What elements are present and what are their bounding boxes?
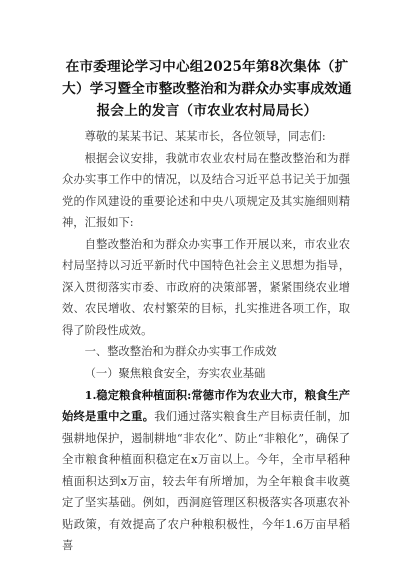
document-title: 在市委理论学习中心组2025年第8次集体（扩大）学习暨全市整改整治和为群众办实事成效通报会上的发言（市农业农村局局长）	[62, 59, 352, 119]
subsection-heading: （一）聚焦粮食安全，夯实农业基础	[84, 367, 266, 381]
item-heading: 1.稳定粮食种植面积:常德市作为农业大市，粮食生产始终是重中之重。	[62, 387, 350, 424]
greeting-paragraph: 尊敬的某某书记、某某市长，各位领导，同志们:	[84, 130, 326, 143]
intro-paragraph: 根据会议安排，我就市农业农村局在整改整治和为群众办实事工作中的情况，以及结合习近平总书记关于加强党的作风建设的重要论述和中央八项规定及其实施细则精神，汇报如下:	[62, 151, 350, 230]
item-text: 我们通过落实粮食生产目标责任制，加强耕地保护，遏制耕地“非农化”、防止“非粮化”，确保了全市粮食种植面积稳定在x万亩以上。今年，全市早稻种植面积达到x万亩，较去年有所增加，为全年粮食丰收奠定了坚实基础。例如，西洞庭管理区积极落实各项惠农补贴政策，有效提高了农户种粮积极性，今年1.6万亩早稻喜	[62, 410, 350, 553]
overview-paragraph: 自整改整治和为群众办实事工作开展以来，市农业农村局坚持以习近平新时代中国特色社会主义思想为指导，深入贯彻落实市委、市政府的决策部署，紧紧围绕农业增效、农民增收、农村繁荣的目标，扎实推进各项工作，取得了阶段性成效。	[62, 237, 350, 337]
section-heading: 一、整改整治和为群众办实事工作成效	[84, 345, 277, 359]
item-paragraph	[62, 385, 350, 557]
document-body	[62, 126, 350, 557]
